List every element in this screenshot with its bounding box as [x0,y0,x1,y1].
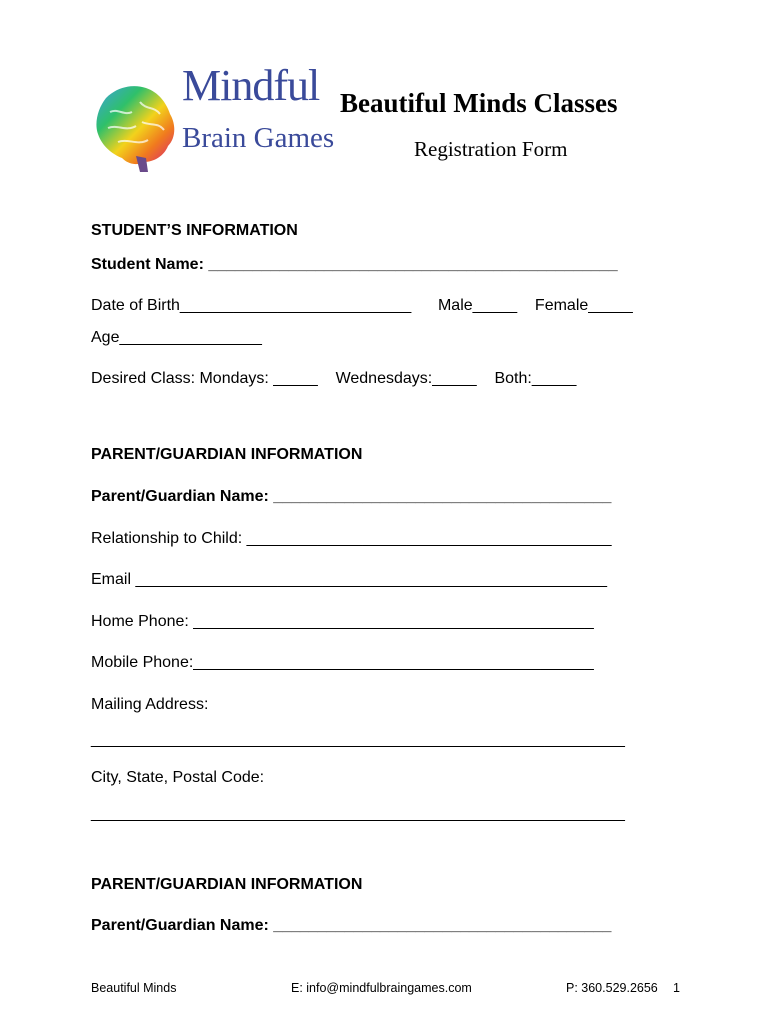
footer-org: Beautiful Minds [91,981,177,995]
email-field[interactable]: Email _____________________________________________________ [91,571,608,588]
logo-wordmark [182,61,335,154]
home-phone-field[interactable]: Home Phone: _____________________________________________ [91,613,594,630]
guardian-section-heading: PARENT/GUARDIAN INFORMATION [91,446,363,463]
city-state-label: City, State, Postal Code: [91,769,265,786]
mailing-address-field[interactable]: ____________________________________________________________ [91,731,625,748]
student-section-heading: STUDENT’S INFORMATION [91,222,298,239]
page-subtitle: Registration Form [414,137,568,161]
page-title: Beautiful Minds Classes [340,88,618,118]
city-state-field[interactable]: ____________________________________________________________ [91,805,625,822]
guardian2-name-field[interactable]: Parent/Guardian Name: ______________________________________ [91,917,612,934]
desired-class-field[interactable]: Desired Class: Mondays: _____ Wednesdays:_____ Both:_____ [91,370,577,387]
mobile-phone-field[interactable]: Mobile Phone:_____________________________________________ [91,654,594,671]
footer-phone: P: 360.529.2656 [566,981,658,995]
age-field[interactable]: Age________________ [91,329,262,346]
relationship-field[interactable]: Relationship to Child: _________________________________________ [91,530,612,547]
mailing-address-label: Mailing Address: [91,696,209,713]
guardian2-section-heading: PARENT/GUARDIAN INFORMATION [91,876,363,893]
logo-line1: Mindful [182,61,320,110]
dob-gender-field[interactable]: Date of Birth__________________________ Male_____ Female_____ [91,297,633,314]
brain-icon [88,68,180,176]
footer-email: E: info@mindfulbraingames.com [291,981,472,995]
logo [88,60,335,170]
guardian-name-field[interactable]: Parent/Guardian Name: ______________________________________ [91,488,612,505]
footer-page-number: 1 [673,981,680,995]
student-name-field[interactable]: Student Name: ______________________________________________ [91,256,618,273]
logo-line2: Brain Games [182,122,335,154]
